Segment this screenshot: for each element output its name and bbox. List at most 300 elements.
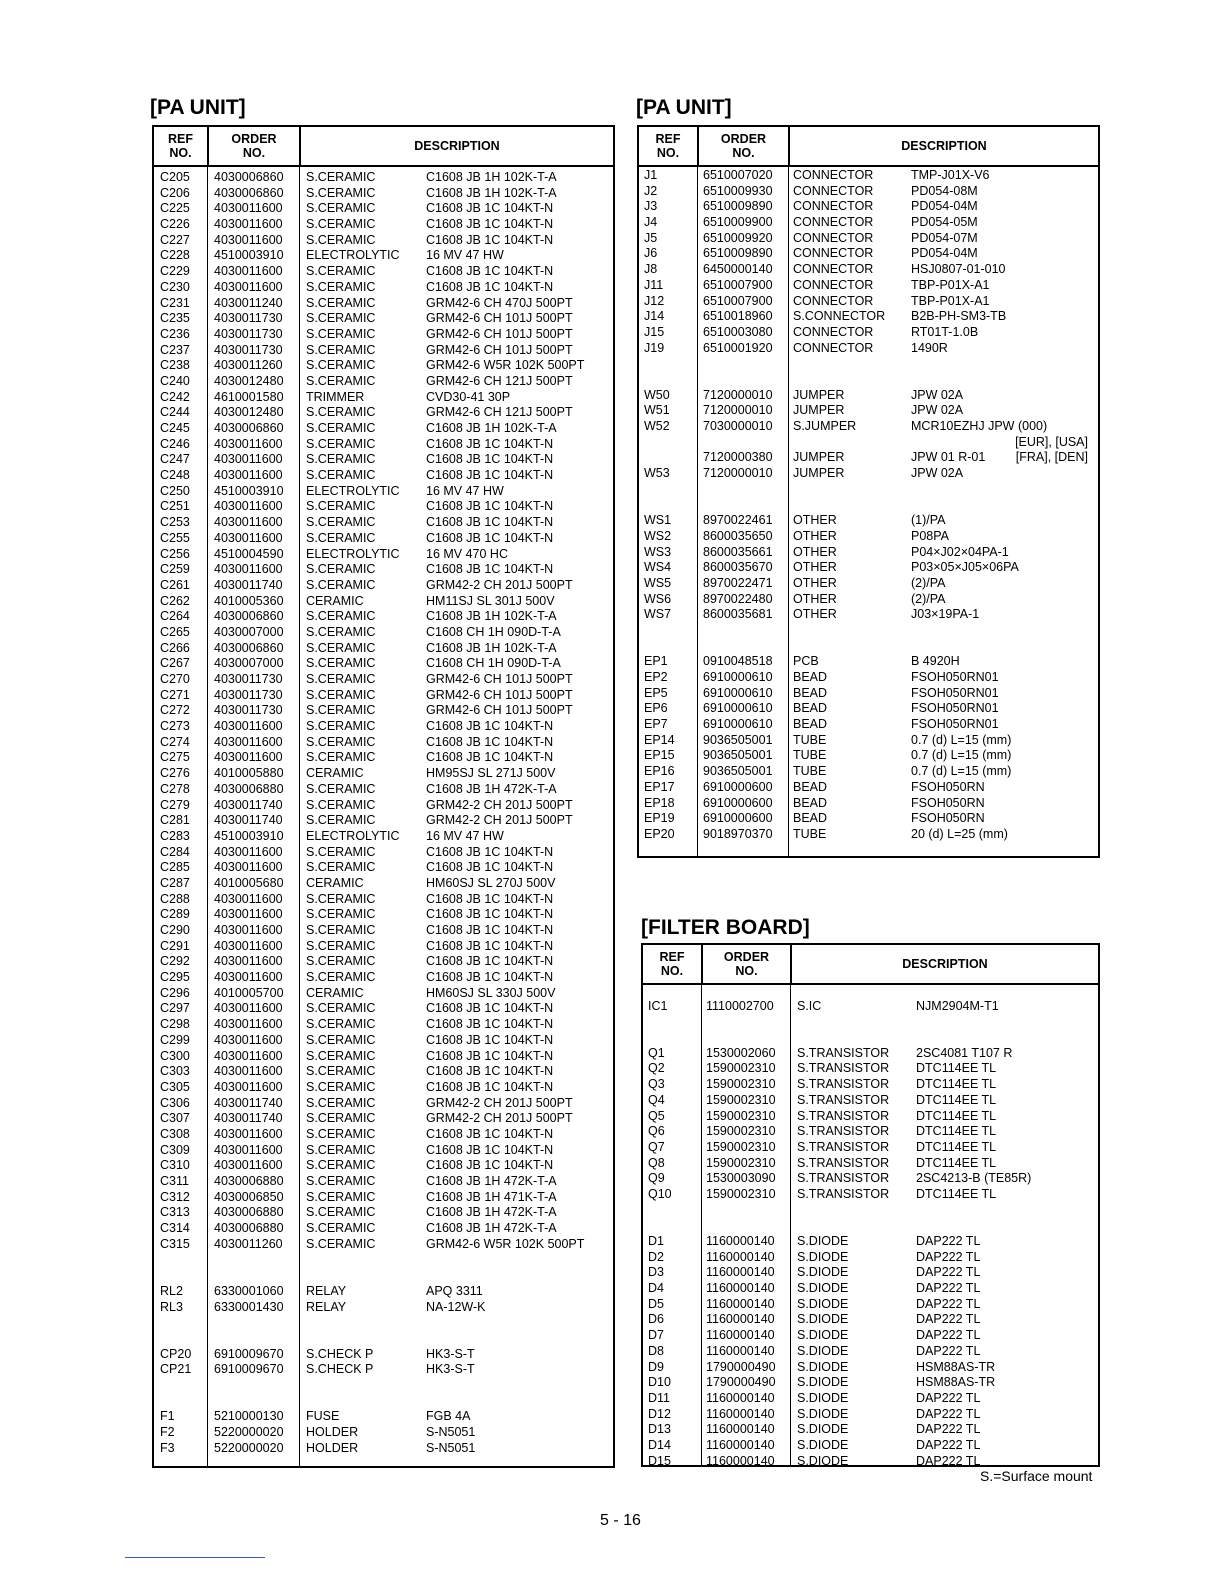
part-cell: GRM42-6 CH 101J 500PT	[426, 326, 573, 341]
ref-cell: C288	[160, 891, 190, 906]
order-cell: 4510003910	[214, 248, 284, 263]
table-row	[639, 607, 1098, 623]
table-row	[154, 1049, 613, 1065]
table-row	[643, 999, 1098, 1015]
order-cell: 4030011600	[214, 562, 283, 577]
part-cell: MCR10EZHJ JPW (000)	[911, 419, 1048, 433]
type-cell: S.DIODE	[797, 1453, 849, 1468]
type-cell: S.CERAMIC	[306, 421, 376, 435]
order-cell: 4030011740	[214, 813, 283, 828]
type-cell: BEAD	[793, 670, 828, 684]
order-cell: 4030006880	[214, 1205, 284, 1220]
type-cell: TUBE	[793, 732, 827, 747]
type-cell: S.CERAMIC	[306, 1079, 376, 1094]
order-cell: 4030011730	[214, 326, 283, 341]
type-cell: S.CERAMIC	[306, 436, 376, 451]
part-cell: C1608 JB 1C 104KT-N	[426, 719, 554, 734]
table-row	[643, 1030, 1098, 1046]
ref-cell: C225	[160, 201, 190, 216]
order-cell: 1590002310	[706, 1186, 776, 1201]
ref-cell: EP19	[644, 811, 675, 826]
part-cell: FGB 4A	[426, 1409, 471, 1424]
order-cell: 8600035670	[703, 560, 773, 575]
order-cell: 1160000140	[706, 1249, 775, 1264]
table-row	[639, 639, 1098, 655]
table-row	[154, 1127, 613, 1143]
order-cell: 4030011600	[214, 891, 283, 906]
ref-cell: C313	[160, 1205, 190, 1220]
table-row	[154, 1205, 613, 1221]
ref-cell: C309	[160, 1142, 190, 1157]
table-row	[639, 372, 1098, 388]
ref-cell: D4	[648, 1281, 664, 1296]
table-row	[639, 827, 1098, 843]
part-cell: C1608 JB 1H 102K-T-A	[426, 185, 557, 200]
table-row	[643, 1187, 1098, 1203]
filter-board-parts-table	[641, 943, 1100, 1467]
order-cell: 6330001060	[214, 1283, 284, 1298]
type-cell: S.CERAMIC	[306, 624, 376, 639]
table-header	[643, 945, 1098, 985]
part-cell: 0.7 (d) L=15 (mm)	[911, 748, 1012, 763]
order-cell: 4610001580	[214, 389, 284, 404]
type-cell: S.TRANSISTOR	[797, 1108, 890, 1123]
ref-cell: EP14	[644, 732, 675, 747]
type-cell: S.DIODE	[797, 1437, 849, 1452]
table-row	[154, 625, 613, 641]
ref-cell: C300	[160, 1048, 190, 1063]
order-cell: 8970022461	[703, 513, 773, 528]
table-row	[154, 421, 613, 437]
type-cell: S.CERAMIC	[306, 1095, 376, 1110]
ref-cell: C244	[160, 405, 190, 420]
part-cell: C1608 JB 1H 472K-T-A	[426, 1174, 557, 1188]
table-row	[154, 186, 613, 202]
ref-cell: J5	[644, 230, 658, 245]
type-cell: CERAMIC	[306, 766, 364, 781]
type-cell: JUMPER	[793, 466, 845, 481]
order-cell: 0910048518	[703, 654, 773, 669]
table-row	[154, 986, 613, 1002]
ref-cell: C266	[160, 640, 190, 655]
part-cell: GRM42-2 CH 201J 500PT	[426, 813, 573, 828]
type-cell: S.CERAMIC	[306, 1189, 376, 1204]
order-cell: 6910009670	[214, 1346, 284, 1361]
ref-cell: W50	[644, 387, 670, 402]
type-cell: S.CERAMIC	[306, 1158, 376, 1173]
table-row	[643, 1077, 1098, 1093]
ref-cell: C291	[160, 938, 190, 953]
order-cell: 1790000490	[706, 1359, 776, 1374]
type-cell: S.DIODE	[797, 1281, 849, 1296]
ref-cell: F1	[160, 1409, 175, 1424]
order-cell: 4030006860	[214, 170, 284, 184]
type-cell: CONNECTOR	[793, 262, 874, 277]
type-cell: S.CERAMIC	[306, 860, 376, 875]
table-row	[639, 388, 1098, 404]
type-cell: S.CERAMIC	[306, 907, 376, 922]
order-cell: 6510003080	[703, 324, 773, 339]
type-cell: S.CERAMIC	[306, 1064, 376, 1079]
ref-cell: C236	[160, 326, 190, 341]
order-cell: 6910009670	[214, 1362, 284, 1377]
ref-cell: D12	[648, 1406, 671, 1421]
part-cell: 16 MV 470 HC	[426, 546, 508, 561]
table-row	[643, 1407, 1098, 1423]
table-row	[154, 1284, 613, 1300]
order-cell: 1160000140	[706, 1328, 775, 1343]
table-row	[154, 499, 613, 515]
order-cell: 1110002700	[706, 998, 774, 1013]
order-cell: 4030012480	[214, 405, 284, 420]
part-cell: HM11SJ SL 301J 500V	[426, 593, 555, 608]
order-cell: 4030011600	[214, 923, 283, 937]
type-cell: S.DIODE	[797, 1296, 849, 1311]
type-cell: S.CERAMIC	[306, 577, 376, 592]
order-cell: 4510003910	[214, 483, 284, 498]
part-cell: GRM42-6 CH 101J 500PT	[426, 703, 573, 718]
ref-cell: C228	[160, 248, 190, 263]
part-cell: 16 MV 47 HW	[426, 248, 504, 263]
type-cell: S.CERAMIC	[306, 358, 376, 373]
order-cell: 6910000600	[703, 811, 773, 826]
type-cell: CONNECTOR	[793, 293, 874, 308]
part-cell: C1608 JB 1C 104KT-N	[426, 1032, 554, 1047]
ref-cell: Q10	[648, 1186, 672, 1201]
ref-cell: C242	[160, 389, 190, 404]
table-row	[154, 437, 613, 453]
ref-cell: J14	[644, 309, 665, 324]
order-cell: 4030011600	[214, 1001, 283, 1016]
type-cell: CONNECTOR	[793, 230, 874, 245]
part-cell: C1608 JB 1C 104KT-N	[426, 907, 554, 922]
part-cell: HSM88AS-TR	[916, 1375, 996, 1390]
table-row	[643, 1297, 1098, 1313]
header-ref: REF NO.	[659, 950, 685, 978]
table-row	[154, 248, 613, 264]
ref-cell: C237	[160, 342, 190, 357]
order-cell: 4030011260	[214, 1236, 283, 1251]
ref-cell: C246	[160, 436, 190, 451]
table-row	[154, 1143, 613, 1159]
part-cell: GRM42-6 CH 101J 500PT	[426, 687, 573, 702]
order-cell: 6510009890	[703, 246, 773, 261]
type-cell: S.DIODE	[797, 1312, 849, 1327]
order-cell: 4030011600	[214, 468, 283, 483]
part-cell: HM60SJ SL 330J 500V	[426, 985, 556, 1000]
order-cell: 1160000140	[706, 1265, 775, 1280]
table-row	[154, 311, 613, 327]
table-row	[643, 1312, 1098, 1328]
order-cell: 4030011600	[214, 844, 283, 859]
ref-cell: J6	[644, 246, 658, 261]
part-cell: C1608 JB 1C 104KT-N	[426, 891, 554, 906]
type-cell: S.CERAMIC	[306, 609, 376, 624]
type-cell: BEAD	[793, 811, 828, 826]
ref-cell: C262	[160, 593, 190, 608]
ref-cell: C281	[160, 813, 190, 828]
order-cell: 4030011260	[214, 358, 283, 373]
order-cell: 8600035661	[703, 544, 773, 559]
ref-cell: D8	[648, 1343, 664, 1358]
order-cell: 7120000010	[703, 387, 773, 402]
ref-cell: W51	[644, 403, 670, 418]
part-cell: HM95SJ SL 271J 500V	[426, 766, 556, 781]
ref-cell: RL2	[160, 1283, 183, 1298]
part-cell: 20 (d) L=25 (mm)	[911, 826, 1008, 841]
type-cell: OTHER	[793, 528, 837, 543]
ref-cell: C256	[160, 546, 190, 561]
ref-cell: C276	[160, 766, 190, 781]
ref-cell: EP15	[644, 748, 675, 763]
table-row	[639, 231, 1098, 247]
order-cell: 7120000380	[703, 450, 773, 465]
table-row	[639, 403, 1098, 419]
part-cell: C1608 JB 1C 104KT-N	[426, 860, 554, 875]
type-cell: S.CERAMIC	[306, 923, 376, 937]
type-cell: CONNECTOR	[793, 246, 874, 261]
order-cell: 6510009900	[703, 215, 773, 230]
type-cell: S.CERAMIC	[306, 405, 376, 420]
ref-cell: C310	[160, 1158, 190, 1173]
ref-cell: J12	[644, 293, 665, 308]
part-cell: C1608 JB 1H 102K-T-A	[426, 609, 557, 624]
part-cell: FSOH050RN	[911, 795, 985, 810]
ref-cell: WS4	[644, 560, 672, 575]
ref-cell: C278	[160, 781, 190, 796]
ref-cell: C312	[160, 1189, 190, 1204]
ref-cell: C265	[160, 624, 190, 639]
ref-cell: WS6	[644, 591, 672, 606]
part-cell: GRM42-2 CH 201J 500PT	[426, 1095, 573, 1110]
type-cell: S.CERAMIC	[306, 750, 376, 765]
table-row	[643, 1328, 1098, 1344]
type-cell: S.DIODE	[797, 1343, 849, 1358]
order-cell: 6510009930	[703, 183, 773, 198]
type-cell: OTHER	[793, 560, 837, 575]
order-cell: 6910000610	[703, 701, 773, 716]
ref-cell: EP18	[644, 795, 675, 810]
region-cell: [EUR], [USA]	[1015, 434, 1088, 449]
order-cell: 6510007900	[703, 277, 773, 292]
ref-cell: C306	[160, 1095, 190, 1110]
type-cell: S.CERAMIC	[306, 656, 376, 671]
table-row	[154, 390, 613, 406]
order-cell: 1160000140	[706, 1453, 775, 1468]
order-cell: 4030011600	[214, 1017, 283, 1032]
ref-cell: F2	[160, 1425, 175, 1439]
part-cell: C1608 JB 1C 104KT-N	[426, 954, 554, 969]
table-row	[639, 513, 1098, 529]
type-cell: S.TRANSISTOR	[797, 1139, 890, 1154]
table-row	[154, 1111, 613, 1127]
order-cell: 4030011740	[214, 577, 283, 592]
header-description: DESCRIPTION	[790, 945, 1098, 983]
part-cell: PD054-04M	[911, 199, 978, 214]
table-row	[643, 1265, 1098, 1281]
part-cell: 1490R	[911, 340, 948, 355]
order-cell: 4030006880	[214, 781, 284, 796]
table-row	[639, 278, 1098, 294]
part-cell: (1)/PA	[911, 513, 946, 528]
type-cell: HOLDER	[306, 1425, 359, 1439]
table-row	[154, 343, 613, 359]
type-cell: PCB	[793, 654, 819, 669]
table-row	[154, 468, 613, 484]
part-cell: DTC114EE TL	[916, 1155, 997, 1170]
order-cell: 4030011600	[214, 217, 283, 232]
table-row	[154, 1064, 613, 1080]
order-cell: 4030011600	[214, 279, 283, 294]
ref-cell: D9	[648, 1359, 664, 1374]
table-row	[154, 1237, 613, 1253]
type-cell: CONNECTOR	[793, 340, 874, 355]
type-cell: S.CERAMIC	[306, 1048, 376, 1063]
order-cell: 6450000140	[703, 262, 773, 277]
type-cell: S.TRANSISTOR	[797, 1092, 890, 1107]
table-row	[154, 280, 613, 296]
page-number: 5 - 16	[600, 1512, 641, 1529]
part-cell: GRM42-6 CH 121J 500PT	[426, 373, 573, 388]
part-cell: C1608 JB 1C 104KT-N	[426, 1001, 554, 1016]
table-row	[643, 1438, 1098, 1454]
ref-cell: D13	[648, 1422, 671, 1437]
part-cell: GRM42-2 CH 201J 500PT	[426, 577, 573, 592]
table-row	[639, 497, 1098, 513]
table-row	[154, 672, 613, 688]
order-cell: 4030011600	[214, 515, 283, 530]
type-cell: S.CERAMIC	[306, 217, 376, 232]
order-cell: 4030007000	[214, 624, 284, 639]
ref-cell: Q4	[648, 1092, 665, 1107]
part-cell: FSOH050RN01	[911, 685, 999, 700]
type-cell: S.CERAMIC	[306, 1205, 376, 1220]
part-cell: C1608 JB 1H 472K-T-A	[426, 1221, 557, 1236]
type-cell: CONNECTOR	[793, 168, 874, 182]
type-cell: TUBE	[793, 826, 827, 841]
header-ref: REF NO.	[655, 132, 681, 160]
table-row	[154, 374, 613, 390]
order-cell: 1530002060	[706, 1045, 776, 1060]
part-cell: GRM42-2 CH 201J 500PT	[426, 1111, 573, 1126]
part-cell: C1608 JB 1C 104KT-N	[426, 1142, 554, 1157]
table-row	[154, 688, 613, 704]
ref-cell: D7	[648, 1328, 664, 1343]
type-cell: S.CERAMIC	[306, 703, 376, 718]
type-cell: RELAY	[306, 1299, 347, 1314]
order-cell: 1160000140	[706, 1390, 775, 1405]
type-cell: S.CERAMIC	[306, 1126, 376, 1141]
order-cell: 4030011730	[214, 672, 283, 686]
ref-cell: C271	[160, 687, 190, 702]
table-row	[154, 735, 613, 751]
order-cell: 1160000140	[706, 1312, 775, 1327]
part-cell: PD054-07M	[911, 230, 978, 245]
type-cell: S.CERAMIC	[306, 891, 376, 906]
part-cell: C1608 JB 1C 104KT-N	[426, 1017, 554, 1032]
order-cell: 4030011600	[214, 938, 283, 953]
order-cell: 4030011600	[214, 1079, 283, 1094]
table-row	[154, 562, 613, 578]
ref-cell: Q1	[648, 1045, 665, 1060]
table-row	[154, 296, 613, 312]
order-cell: 4030011730	[214, 342, 283, 357]
table-row	[154, 1033, 613, 1049]
type-cell: CERAMIC	[306, 985, 364, 1000]
part-cell: DAP222 TL	[916, 1453, 981, 1468]
type-cell: S.CERAMIC	[306, 515, 376, 530]
table-row	[154, 750, 613, 766]
table-row	[639, 529, 1098, 545]
order-cell: 4030011730	[214, 687, 283, 702]
table-row	[639, 780, 1098, 796]
order-cell: 6330001430	[214, 1299, 284, 1314]
order-cell: 4010005880	[214, 766, 284, 781]
table-row	[154, 813, 613, 829]
table-row	[154, 1080, 613, 1096]
type-cell: S.TRANSISTOR	[797, 1061, 890, 1076]
type-cell: S.CONNECTOR	[793, 309, 886, 324]
table-row	[154, 452, 613, 468]
type-cell: S.CHECK P	[306, 1346, 374, 1361]
table-row	[643, 1454, 1098, 1470]
type-cell: S.DIODE	[797, 1265, 849, 1280]
type-cell: S.CERAMIC	[306, 1221, 376, 1236]
part-cell: DTC114EE TL	[916, 1108, 997, 1123]
order-cell: 5220000020	[214, 1425, 284, 1439]
type-cell: OTHER	[793, 513, 837, 528]
type-cell: S.CERAMIC	[306, 468, 376, 483]
order-cell: 8970022471	[703, 575, 773, 590]
table-row	[643, 1344, 1098, 1360]
order-cell: 9036505001	[703, 748, 773, 763]
type-cell: OTHER	[793, 575, 837, 590]
type-cell: S.CERAMIC	[306, 185, 376, 200]
order-cell: 4030011600	[214, 907, 283, 922]
part-cell: C1608 JB 1C 104KT-N	[426, 1048, 554, 1063]
ref-cell: Q2	[648, 1061, 665, 1076]
order-cell: 1160000140	[706, 1281, 775, 1296]
ref-cell: EP6	[644, 701, 668, 716]
type-cell: BEAD	[793, 779, 828, 794]
table-row	[639, 796, 1098, 812]
type-cell: JUMPER	[793, 450, 845, 465]
type-cell: S.CERAMIC	[306, 1174, 376, 1188]
part-cell: PD054-08M	[911, 183, 978, 198]
ref-cell: C311	[160, 1174, 189, 1188]
order-cell: 4510003910	[214, 828, 284, 843]
header-ref: REF NO.	[168, 132, 193, 160]
ref-cell: C261	[160, 577, 190, 592]
order-cell: 4030011600	[214, 1032, 283, 1047]
type-cell: ELECTROLYTIC	[306, 828, 400, 843]
part-cell: GRM42-6 CH 121J 500PT	[426, 405, 573, 420]
table-row	[643, 1281, 1098, 1297]
part-cell: C1608 JB 1C 104KT-N	[426, 201, 554, 216]
header-order: ORDER NO.	[697, 127, 788, 165]
part-cell: C1608 JB 1C 104KT-N	[426, 515, 554, 530]
order-cell: 1160000140	[706, 1422, 775, 1437]
table-row	[154, 578, 613, 594]
type-cell: BEAD	[793, 717, 828, 732]
table-row	[643, 1046, 1098, 1062]
type-cell: S.CERAMIC	[306, 264, 376, 279]
table-row	[154, 1315, 613, 1331]
ref-cell: C238	[160, 358, 190, 373]
ref-cell: J15	[644, 324, 665, 339]
ref-cell: C231	[160, 295, 190, 310]
order-cell: 4030007000	[214, 656, 284, 671]
